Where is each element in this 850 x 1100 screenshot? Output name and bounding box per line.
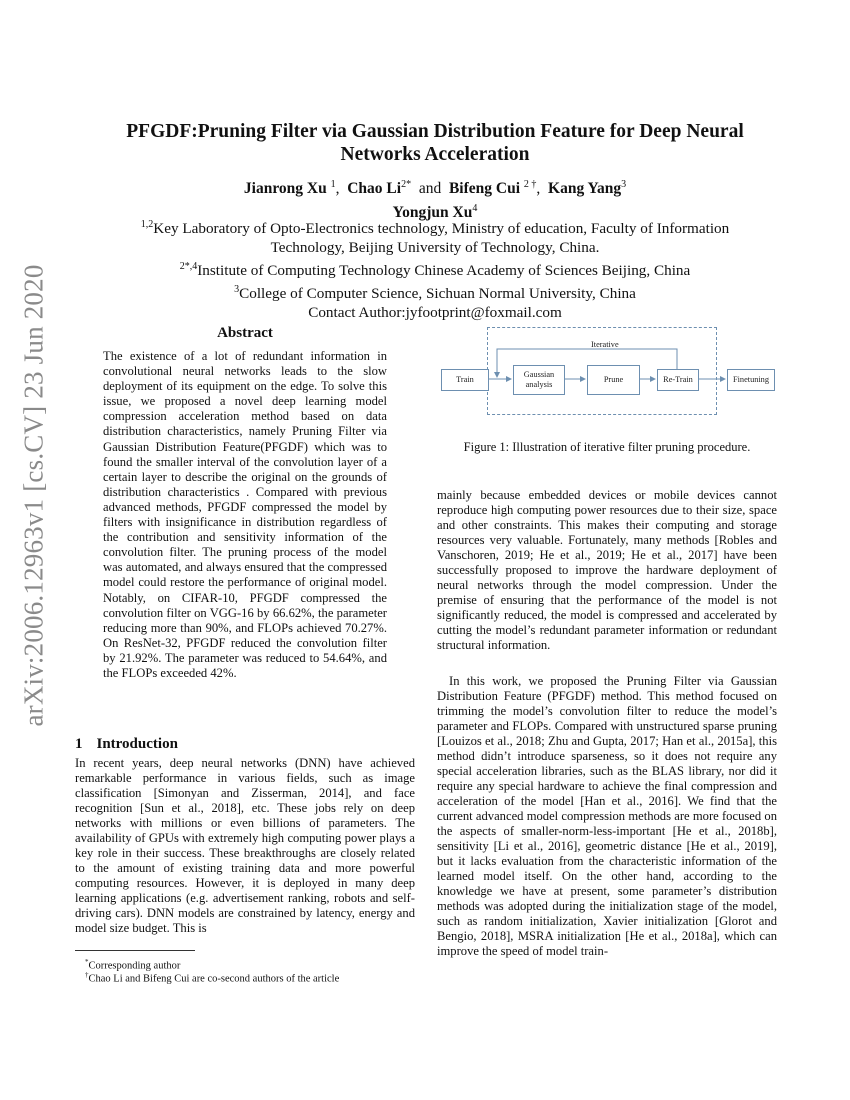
affiliations [70,215,800,322]
author-5-sup: 4 [472,203,478,215]
title-line-2: Networks Acceleration [340,144,530,165]
figure-box-finetuning-label: Finetuning [733,375,769,384]
author-1: Jianrong Xu [243,180,327,198]
footnote-1-mark: * [85,958,89,966]
figure-box-gaussian-label: Gaussian analysis [523,370,555,389]
figure-box-gaussian-analysis [513,365,565,395]
title-line-1: PFGDF:Pruning Filter via Gaussian Distribution Feature for Deep Neural [126,121,744,142]
figure-box-train [441,369,489,391]
author-3: Bifeng Cui [448,180,521,198]
author-4: Kang Yang [548,180,622,198]
iterative-label: Iterative [591,340,619,349]
footnote-rule [75,950,195,951]
abstract-text: The existence of a lot of redundant information in convolutional neural networks leads to the slow deployment of its equipment on the edge. To solve this issue, we proposed a novel deep learning model compression acceleration method based on data distribution characteristics, namely Pruning Filter via Gaussian Distribution Feature(PFGDF) which was to found the smaller interval of the convolution layer of a certain layer to describe the original on the grounds of distribution characteristics . Compared with previous advanced methods, PFGDF compressed the model by filters with insignificance in distribution regardless of the contribution and sensitivity information of the convolution filter. The pruning process of the model was automated, and always ensured that the compressed model could restore the performance of original model. Notably, on CIFAR-10, PFGDF compressed the convolution filter on VGG-16 by 66.62%, the parameter reducing more than 90%, and FLOPs achieved 70.27%. On ResNet-32, PFGDF reduced the convolution filter by 21.92%. The parameter was reduced to 54.64%, and the FLOPs exceeded 42%. [103,349,387,680]
aff1-line-1: Key Laboratory of Opto-Electronics technology, Ministry of education, Faculty of Information [153,220,730,238]
author-list: Jianrong Xu $^1$, Chao $Li^{2*}$ and Bifeng Cui $^{2 \dagger}$, Kang Yang$^3$ Yongjun Xu$^4$ [243,179,627,222]
paper-title [85,120,785,166]
author-2: Chao Li [347,180,402,198]
aff3-text: College of Computer Science, Sichuan Normal University, China [239,285,636,303]
right-paragraph-2: In this work, we proposed the Pruning Filter via Gaussian Distribution Feature (PFGDF) method. This method focused on trimming the model’s convolution filter to reduce the model’s parameter and FLOPs. Compared with unstructured sparse pruning [Louizos et al., 2018; Zhu and Gupta, 2017; Han et al., 2015a], this method didn’t introduce sparseness, so it does not require any special acceleration libraries, such as the BLAS library, nor did it require any special hardware to achieve the final compression and acceleration of the model [Han et al., 2016]. We find that the current advanced model compression methods are more focused on the aspects of smaller-norm-less-important [He et al., 2018b], sensitivity [Li et al., 2016], geometric distance [He et al., 2019], but it lacks evaluation from the characteristic information of the learned model itself. On the other hand, according to the knowledge we have at present, some parameter’s distribution methods was adopted during the initialization stage of the model, such as random initialization, Xavier initialization [Glorot and Bengio, 2018], MSRA initialization [He et al., 2018a], which can improve the speed of model train- [437,674,777,958]
figure-box-finetuning [727,369,775,391]
aff1-line-2: Technology, Beijing University of Technology, China. [270,239,600,257]
figure-box-retrain [657,369,699,391]
figure-box-train-label: Train [456,375,474,384]
footnote-2 [75,969,425,986]
author-4-sup: 3 [621,179,627,190]
contact-author: Contact Author:jyfootprint@foxmail.com [308,304,562,322]
figure-box-prune-label: Prune [603,375,624,384]
footnote-1-text: Corresponding author [88,960,181,972]
aff3-sup: 3 [234,284,240,296]
author-1-sup: 1 [330,179,336,190]
section-title: Introduction [96,736,178,752]
author-3-sup: 2 † [523,179,537,190]
right-paragraph-1: mainly because embedded devices or mobile devices cannot reproduce high computing power resources due to their size, space and other constraints. This makes their computing and storage resources very valuable. Fortunately, many methods [Robles and Vanschoren, 2019; He et al., 2019; He et al., 2017] have been successfully proposed to improve the hardware deployment of neural networks through the model compression. Under the premise of ensuring that the performance of the model is not significantly reduced, the model is compressed and accelerated by cutting the model’s redundant parameter information or redundant structural information. [437,488,777,652]
footnote-2-mark: † [85,971,89,979]
introduction-text: In recent years, deep neural networks (DNN) have achieved remarkable performance in various fields, such as image classification [Simonyan and Zisserman, 2014], and face recognition [Sun et al., 2018], etc. These jobs rely on deep networks with millions or even billions of parameters. The availability of GPUs with extremely high computing power plays a key role in their success. These breakthroughs are closely related to the amount of existing training data and more powerful computing resources. However, it is deployed in many deep learning applications (e.g. advertisement ranking, robots and self-driving cars). DNN models are constrained by latency, energy and model size budget. This is [75,756,415,935]
aff2-text: Institute of Computing Technology Chinese Academy of Sciences Beijing, China [197,262,691,280]
arxiv-identifier [18,263,50,727]
section-heading-introduction [75,736,178,753]
section-number: 1 [75,736,83,752]
figure-box-retrain-label: Re-Train [663,375,693,384]
author-and: and [418,180,442,198]
arxiv-identifier-text: arXiv:2006.12963v1 [cs.CV] 23 Jun 2020 [18,263,49,727]
footnote-2-text: Chao Li and Bifeng Cui are co-second authors of the article [88,973,340,985]
aff1-sup: 1,2 [140,219,154,230]
figure-caption: Figure 1: Illustration of iterative filter pruning procedure. [463,440,751,454]
author-5: Yongjun Xu [392,204,473,222]
aff2-sup: 2*,4 [179,261,198,273]
abstract-heading: Abstract [217,325,273,341]
figure-box-prune [587,365,640,395]
author-2-sup: 2* [401,179,412,190]
figure-pruning-procedure [437,325,777,415]
